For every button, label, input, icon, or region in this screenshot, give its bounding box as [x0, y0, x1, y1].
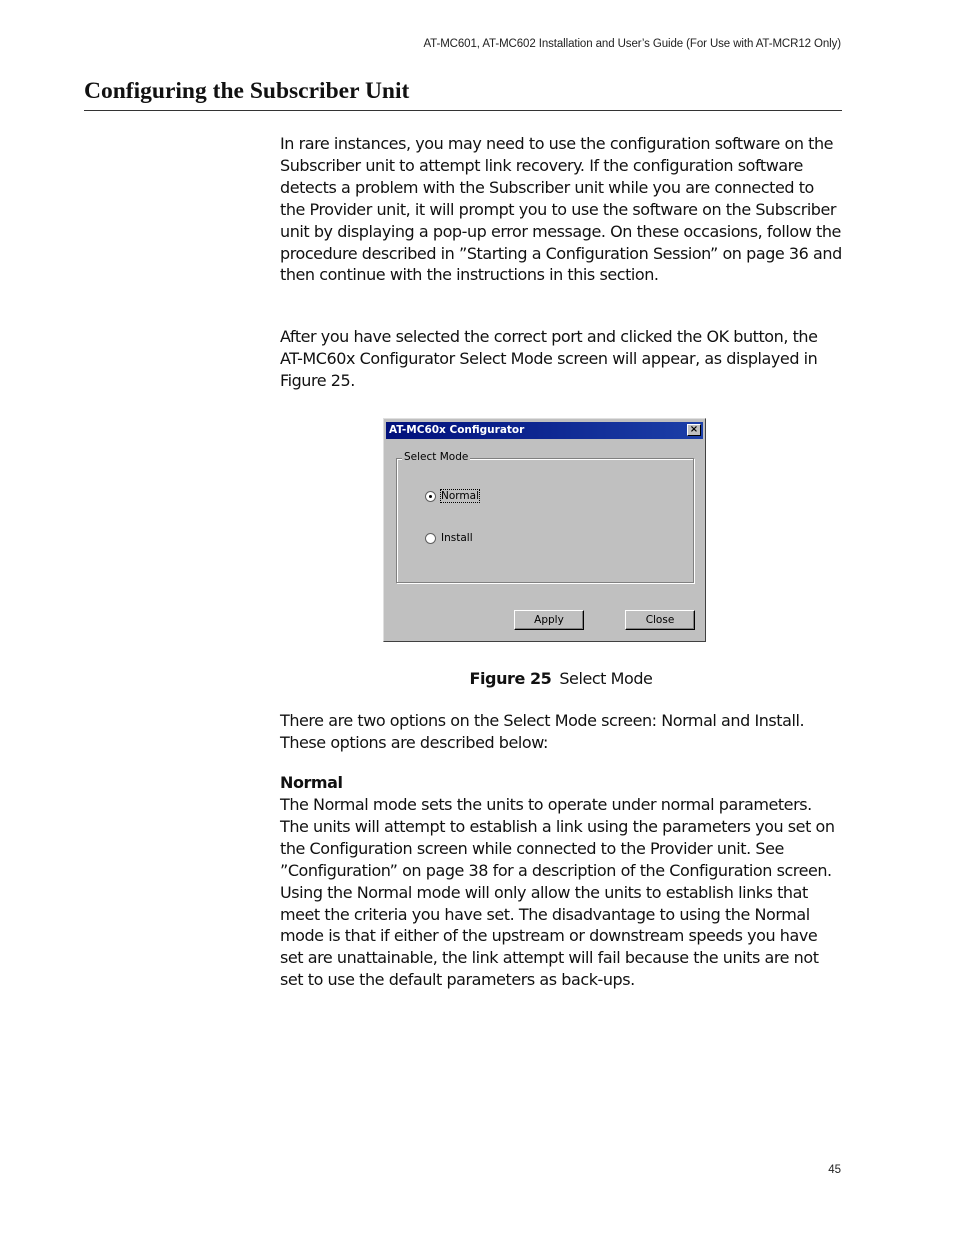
close-icon[interactable]: ×: [687, 424, 701, 436]
dialog-title: AT-MC60x Configurator: [389, 424, 525, 436]
after-port-paragraph: After you have selected the correct port and clicked the OK button, the AT-MC60x Configurator Select Mode screen will appear, as displayed in Figure 25.: [280, 327, 818, 390]
dialog-title-bar: [386, 422, 703, 439]
figure-caption: [280, 669, 842, 688]
running-header: AT-MC601, AT-MC602 Installation and User’s Guide (For Use with AT-MCR12 Only): [423, 38, 841, 50]
normal-subheading: Normal: [280, 773, 343, 792]
figure-caption-text: Select Mode: [559, 669, 653, 688]
figure-number: Figure 25: [469, 669, 552, 688]
section-title: Configuring the Subscriber Unit: [84, 78, 410, 104]
radio-option-install[interactable]: [425, 532, 473, 544]
normal-mode-paragraph: The Normal mode sets the units to operate under normal parameters. The units will attempt to establish a link using the parameters you set on the Configuration screen while connected to the Provider unit. See ”Configuration” on page 38 for a description of the Configuration screen. Using the Normal mode will only allow the units to establish links that meet the criteria you have set. The disadvantage to using the Normal mode is that if either of the upstream or downstream speeds you have set are unattainable, the link attempt will fail because the units are not set to use the default parameters as back-ups.: [280, 795, 835, 990]
radio-label-normal: Normal: [441, 490, 479, 502]
select-mode-groupbox: [396, 458, 694, 583]
title-rule: [84, 110, 842, 111]
options-intro-paragraph: There are two options on the Select Mode screen: Normal and Install. These options are described below:: [280, 711, 805, 752]
configurator-dialog-screenshot: [383, 418, 706, 642]
radio-option-normal[interactable]: [425, 490, 479, 502]
radio-unselected-icon[interactable]: [425, 533, 436, 544]
radio-label-install: Install: [441, 532, 473, 544]
intro-paragraph: In rare instances, you may need to use the configuration software on the Subscriber unit to attempt link recovery. If the configuration software detects a problem with the Subscriber unit while you are connected to the Provider unit, it will prompt you to use the software on the Subscriber unit by displaying a pop-up error message. On these occasions, follow the procedure described in ”Starting a Configuration Session” on page 36 and then continue with the instructions in this section.: [280, 134, 842, 285]
apply-button[interactable]: Apply: [514, 610, 584, 630]
radio-selected-icon[interactable]: [425, 491, 436, 502]
close-button[interactable]: Close: [625, 610, 695, 630]
page-number: 45: [828, 1164, 841, 1176]
select-mode-group-label: Select Mode: [404, 451, 469, 463]
